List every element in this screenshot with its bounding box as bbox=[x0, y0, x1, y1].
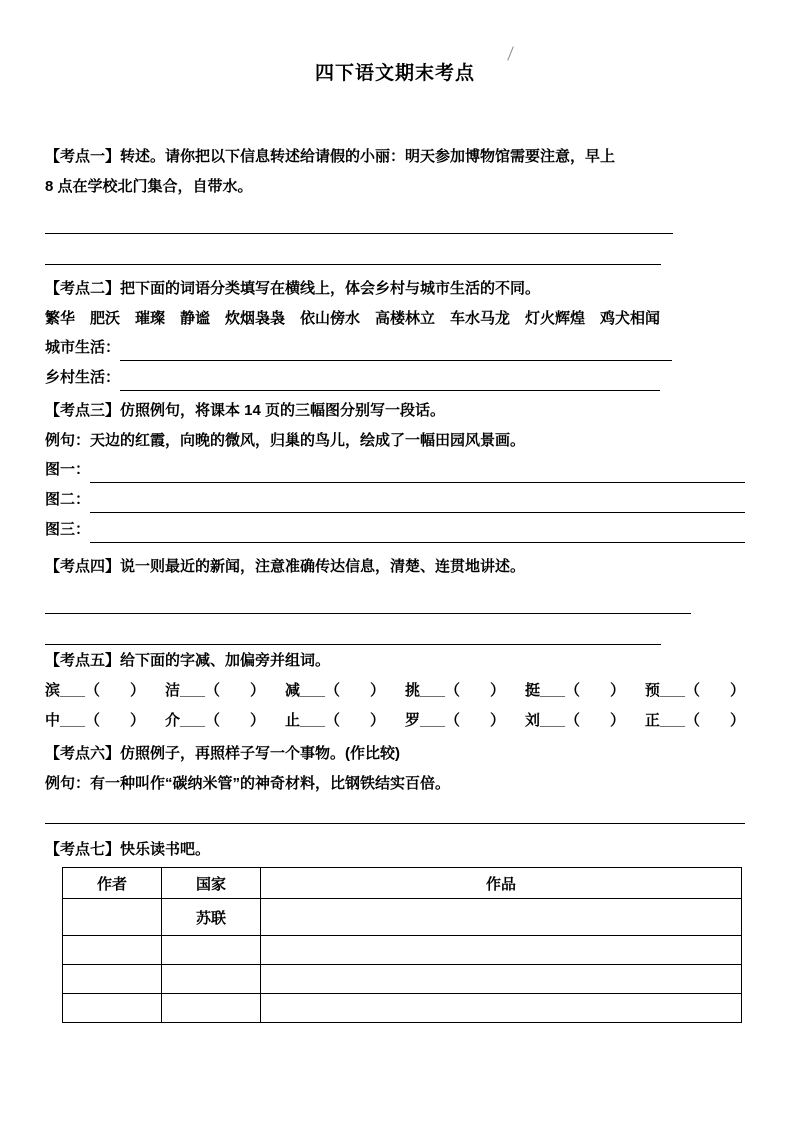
table-cell-author bbox=[63, 899, 162, 936]
figure-1-label: 图一： bbox=[45, 461, 91, 478]
section-kaodian-4 bbox=[45, 552, 745, 645]
answer-blank-line bbox=[45, 799, 745, 824]
radical-item: 止___（ ） bbox=[284, 712, 385, 729]
table-cell-country bbox=[162, 936, 261, 965]
answer-blank-line bbox=[120, 334, 672, 361]
answer-blank-line bbox=[90, 456, 745, 483]
section-kaodian-5 bbox=[45, 646, 745, 736]
section-kaodian-2 bbox=[45, 274, 745, 394]
table-row bbox=[63, 965, 742, 994]
table-cell-country: 苏联 bbox=[162, 899, 261, 936]
radical-item: 挑___（ ） bbox=[404, 682, 505, 699]
answer-blank-line bbox=[45, 234, 661, 265]
section-5-heading: 【考点五】给下面的字减、加偏旁并组词。 bbox=[45, 652, 331, 669]
radical-item: 预___（ ） bbox=[644, 682, 745, 699]
table-cell-works bbox=[261, 965, 742, 994]
figure-2-line bbox=[45, 486, 745, 516]
reading-table bbox=[62, 867, 742, 1023]
table-row bbox=[63, 936, 742, 965]
radical-item: 挺___（ ） bbox=[524, 682, 625, 699]
section-3-example: 例句：天边的红霞，向晚的微风，归巢的鸟儿，绘成了一幅田园风景画。 bbox=[45, 432, 526, 449]
answer-blank-line bbox=[90, 486, 745, 513]
radical-item: 罗___（ ） bbox=[404, 712, 505, 729]
section-3-heading: 【考点三】仿照例句，将课本 14 页的三幅图分别写一段话。 bbox=[45, 402, 446, 419]
city-life-line bbox=[45, 334, 745, 364]
answer-blank-line bbox=[45, 614, 661, 645]
section-4-heading: 【考点四】说一则最近的新闻，注意准确传达信息，清楚、连贯地讲述。 bbox=[45, 558, 526, 575]
section-kaodian-7 bbox=[45, 835, 745, 1023]
stray-mark bbox=[507, 46, 514, 60]
answer-blank-line bbox=[120, 364, 660, 391]
section-6-example: 例句：有一种叫作“碳纳米管”的神奇材料，比钢铁结实百倍。 bbox=[45, 775, 451, 792]
table-header-row bbox=[63, 868, 742, 899]
table-row bbox=[63, 899, 742, 936]
section-kaodian-1 bbox=[45, 142, 745, 265]
section-2-heading: 【考点二】把下面的词语分类填写在横线上，体会乡村与城市生活的不同。 bbox=[45, 280, 541, 297]
table-cell-works bbox=[261, 899, 742, 936]
radical-item: 中___（ ） bbox=[45, 712, 146, 729]
village-life-line bbox=[45, 364, 745, 394]
figure-2-label: 图二： bbox=[45, 491, 91, 508]
answer-blank-line bbox=[45, 202, 673, 234]
section-2-word-list: 繁华 肥沃 璀璨 静谧 炊烟袅袅 依山傍水 高楼林立 车水马龙 灯火辉煌 鸡犬相闻 bbox=[45, 310, 661, 327]
radical-exercise-row-1 bbox=[45, 676, 745, 706]
section-6-heading: 【考点六】仿照例子，再照样子写一个事物。(作比较) bbox=[45, 745, 400, 762]
table-cell-works bbox=[261, 936, 742, 965]
answer-blank-line bbox=[90, 516, 745, 543]
radical-item: 刘___（ ） bbox=[524, 712, 625, 729]
table-cell-author bbox=[63, 965, 162, 994]
page-title: 四下语文期末考点 bbox=[314, 63, 475, 84]
radical-item: 减___（ ） bbox=[284, 682, 385, 699]
section-kaodian-3 bbox=[45, 396, 745, 546]
figure-3-line bbox=[45, 516, 745, 546]
table-cell-author bbox=[63, 994, 162, 1023]
radical-item: 滨___（ ） bbox=[45, 682, 146, 699]
radical-exercise-row-2 bbox=[45, 706, 745, 736]
table-cell-country bbox=[162, 994, 261, 1023]
table-cell-author bbox=[63, 936, 162, 965]
radical-item: 洁___（ ） bbox=[164, 682, 266, 699]
table-header-author: 作者 bbox=[63, 868, 162, 899]
figure-1-line bbox=[45, 456, 745, 486]
section-1-heading-line-1: 【考点一】转述。请你把以下信息转述给请假的小丽：明天参加博物馆需要注意，早上 bbox=[45, 148, 616, 165]
village-life-label: 乡村生活： bbox=[45, 369, 121, 386]
section-kaodian-6 bbox=[45, 739, 745, 824]
table-cell-country bbox=[162, 965, 261, 994]
section-1-heading-line-2: 8 点在学校北门集合，自带水。 bbox=[45, 178, 253, 195]
table-row bbox=[63, 994, 742, 1023]
table-header-country: 国家 bbox=[162, 868, 261, 899]
figure-3-label: 图三： bbox=[45, 521, 91, 538]
answer-blank-line bbox=[45, 582, 691, 614]
table-header-works: 作品 bbox=[261, 868, 742, 899]
table-cell-works bbox=[261, 994, 742, 1023]
section-7-heading: 【考点七】快乐读书吧。 bbox=[45, 841, 211, 858]
radical-item: 介___（ ） bbox=[164, 712, 266, 729]
radical-item: 正___（ ） bbox=[644, 712, 745, 729]
city-life-label: 城市生活： bbox=[45, 339, 121, 356]
